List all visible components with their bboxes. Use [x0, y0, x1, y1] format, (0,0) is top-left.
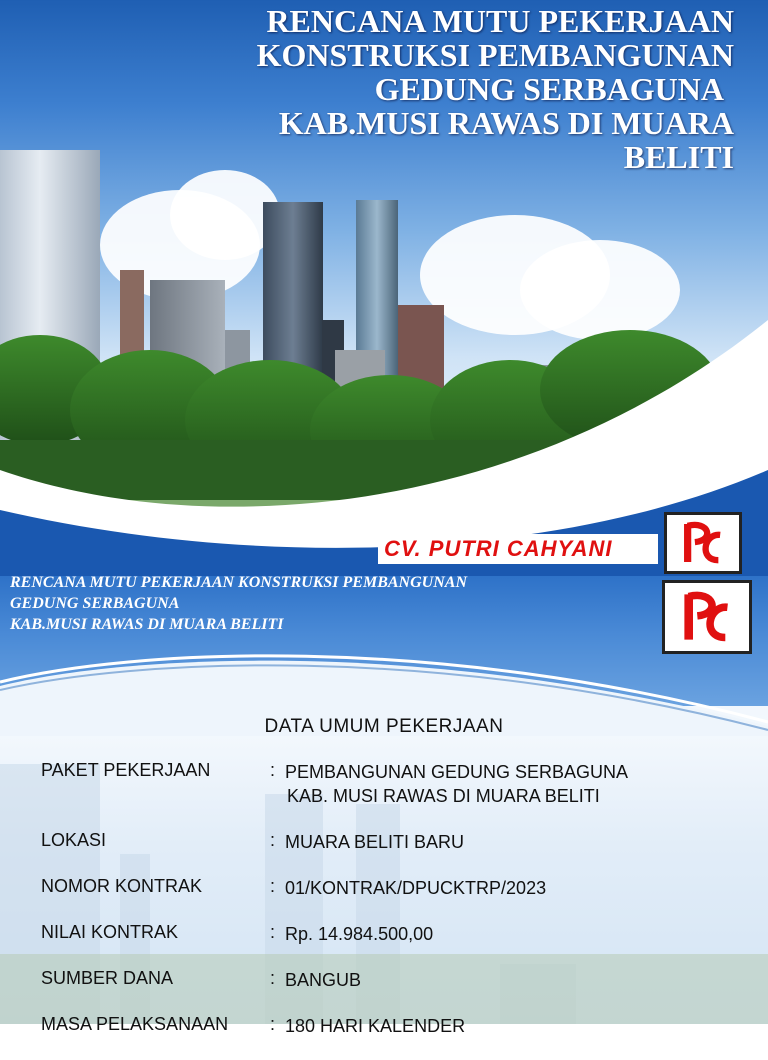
- data-slide: [0, 574, 768, 1036]
- row-colon: :: [270, 830, 276, 850]
- section-title: DATA UMUM PEKERJAAN: [264, 716, 504, 737]
- slide-header-title: [10, 572, 610, 635]
- company-name-bar: [378, 534, 658, 564]
- pc-logo-icon: [664, 512, 742, 574]
- pc-logo-icon: [662, 580, 752, 654]
- slide-header-line: GEDUNG SERBAGUNA: [10, 595, 180, 612]
- row-colon: :: [270, 968, 276, 988]
- row-colon: :: [270, 922, 276, 942]
- row-label: MASA PELAKSANAAN: [41, 1014, 229, 1034]
- row-value-line: PEMBANGUNAN GEDUNG SERBAGUNA: [285, 762, 629, 782]
- table-row: [41, 1014, 741, 1060]
- row-label: NILAI KONTRAK: [41, 922, 179, 942]
- company-name: CV. PUTRI CAHYANI: [384, 536, 613, 561]
- cover-title-line: KONSTRUKSI PEMBANGUNAN: [256, 37, 734, 73]
- slide-header-line: RENCANA MUTU PEKERJAAN KONSTRUKSI PEMBANGUNAN: [10, 574, 467, 591]
- slide-header-line: KAB.MUSI RAWAS DI MUARA BELITI: [10, 616, 284, 633]
- table-row: [41, 876, 741, 922]
- row-value: [285, 760, 628, 808]
- table-row: [41, 760, 741, 830]
- data-table: [41, 760, 741, 1060]
- row-label: SUMBER DANA: [41, 968, 174, 988]
- row-value: 01/KONTRAK/DPUCKTRP/2023: [285, 878, 547, 898]
- row-colon: :: [270, 760, 276, 780]
- cover-title-line: BELITI: [623, 139, 734, 175]
- table-row: [41, 830, 741, 876]
- row-label: NOMOR KONTRAK: [41, 876, 203, 896]
- table-row: [41, 922, 741, 968]
- cover-title-line: GEDUNG SERBAGUNA: [374, 71, 724, 107]
- cover-title-line: RENCANA MUTU PEKERJAAN: [266, 3, 734, 39]
- cover-title: [114, 4, 734, 174]
- row-label: PAKET PEKERJAAN: [41, 760, 211, 780]
- row-value: 180 HARI KALENDER: [285, 1016, 466, 1036]
- table-row: [41, 968, 741, 1014]
- row-value: BANGUB: [285, 970, 362, 990]
- row-value: Rp. 14.984.500,00: [285, 924, 434, 944]
- cover-title-line: KAB.MUSI RAWAS DI MUARA: [278, 105, 734, 141]
- row-value-line: KAB. MUSI RAWAS DI MUARA BELITI: [287, 786, 600, 806]
- row-value: MUARA BELITI BARU: [285, 832, 465, 852]
- pc-logo-icon: [665, 583, 749, 651]
- row-colon: :: [270, 1014, 276, 1034]
- row-label: LOKASI: [41, 830, 107, 850]
- pc-logo-icon: [667, 515, 739, 571]
- row-colon: :: [270, 876, 276, 896]
